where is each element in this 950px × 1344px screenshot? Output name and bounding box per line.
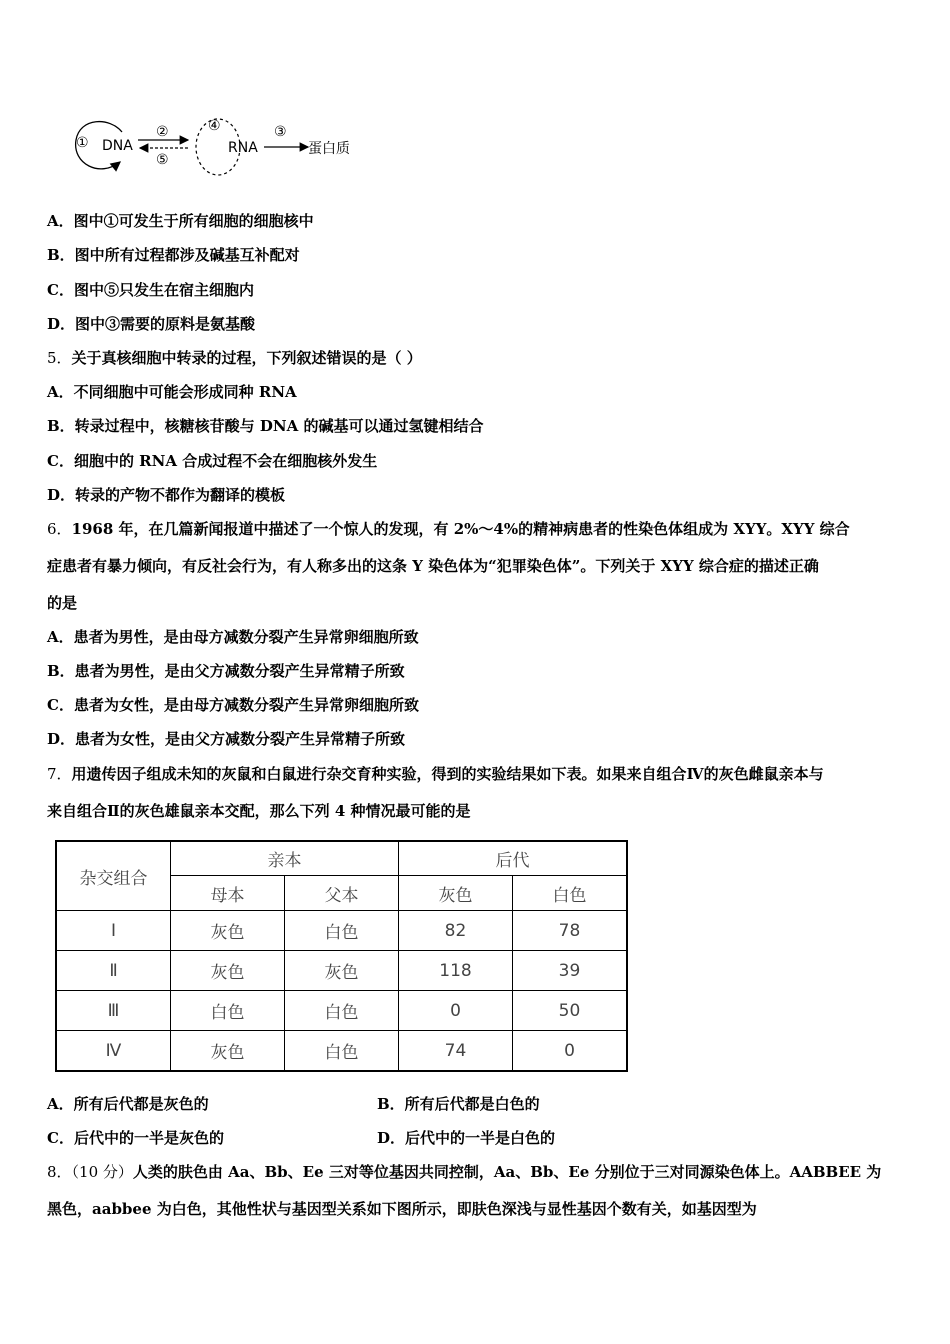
cell-father: 白色	[285, 991, 399, 1031]
cell-group: Ⅱ	[56, 951, 171, 991]
q7-stem-line1	[47, 764, 824, 784]
cell-father: 灰色	[285, 951, 399, 991]
q6-option-a: A．患者为男性，是由母方减数分裂产生异常卵细胞所致	[47, 628, 419, 646]
q4-option-d: D．图中③需要的原料是氨基酸	[47, 315, 256, 333]
cell-group: Ⅲ	[56, 991, 171, 1031]
table-row	[56, 991, 627, 1031]
sub-mother: 母本	[171, 876, 285, 911]
cell-white: 39	[513, 951, 628, 991]
cell-gray: 82	[399, 911, 513, 951]
label-dna: DNA	[102, 138, 133, 154]
cell-white: 78	[513, 911, 628, 951]
q5-stem	[47, 348, 422, 368]
label-rna: RNA	[228, 140, 258, 156]
header-offspring: 后代	[399, 841, 628, 876]
cell-gray: 118	[399, 951, 513, 991]
q7-stem-text1: 用遗传因子组成未知的灰鼠和白鼠进行杂交育种实验，得到的实验结果如下表。如果来自组合Ⅳ的灰色雌鼠亲本与	[71, 765, 824, 783]
q5-option-a: A．不同细胞中可能会形成同种 RNA	[47, 383, 297, 401]
cell-mother: 灰色	[171, 1031, 285, 1072]
q6-option-b: B．患者为男性，是由父方减数分裂产生异常精子所致	[47, 662, 405, 680]
header-parents: 亲本	[171, 841, 399, 876]
table-row	[56, 911, 627, 951]
central-dogma-diagram	[70, 112, 370, 184]
q7-stem-line2: 来自组合Ⅱ的灰色雄鼠亲本交配，那么下列 4 种情况最可能的是	[47, 802, 471, 820]
q7-number: 7．	[47, 765, 72, 783]
q5-stem-text: 关于真核细胞中转录的过程，下列叙述错误的是（ ）	[71, 349, 422, 367]
q8-number: 8．	[47, 1163, 72, 1181]
cell-father: 白色	[285, 911, 399, 951]
table-row	[56, 951, 627, 991]
header-group: 杂交组合	[56, 841, 171, 911]
label-2: ②	[156, 124, 169, 140]
q8-score: （10 分）	[71, 1163, 133, 1181]
cell-group: Ⅰ	[56, 911, 171, 951]
q6-stem-line2: 症患者有暴力倾向，有反社会行为，有人称多出的这条 Y 染色体为“犯罪染色体”。下列关于 XYY 综合症的描述正确	[47, 557, 819, 575]
q6-option-d: D．患者为女性，是由父方减数分裂产生异常精子所致	[47, 730, 406, 748]
q7-option-c: C．后代中的一半是灰色的	[47, 1129, 224, 1147]
cell-mother: 灰色	[171, 951, 285, 991]
cell-mother: 灰色	[171, 911, 285, 951]
q7-option-d: D．后代中的一半是白色的	[377, 1129, 556, 1147]
q8-stem-line2: 黑色，aabbee 为白色，其他性状与基因型关系如下图所示，即肤色深浅与显性基因个数有关，如基因型为	[47, 1200, 757, 1218]
q6-stem-line1	[47, 519, 850, 539]
q6-stem-text1: 1968 年，在几篇新闻报道中描述了一个惊人的发现，有 2%～4%的精神病患者的性染色体组成为 XYY。XYY 综合	[71, 520, 850, 538]
q5-number: 5．	[47, 349, 72, 367]
q5-option-d: D．转录的产物不都作为翻译的模板	[47, 486, 286, 504]
label-1: ①	[76, 135, 89, 151]
cell-white: 50	[513, 991, 628, 1031]
cell-mother: 白色	[171, 991, 285, 1031]
label-protein: 蛋白质	[308, 141, 350, 157]
label-4: ④	[208, 118, 221, 134]
label-3: ③	[274, 124, 287, 140]
q5-option-c: C．细胞中的 RNA 合成过程不会在细胞核外发生	[47, 452, 378, 470]
label-5: ⑤	[156, 152, 169, 168]
q6-number: 6．	[47, 520, 72, 538]
cell-father: 白色	[285, 1031, 399, 1072]
cell-gray: 74	[399, 1031, 513, 1072]
q4-option-b: B．图中所有过程都涉及碱基互补配对	[47, 246, 300, 264]
q8-stem-line1	[47, 1162, 881, 1182]
sub-white: 白色	[513, 876, 628, 911]
q8-stem-text1: 人类的肤色由 Aa、Bb、Ee 三对等位基因共同控制，Aa、Bb、Ee 分别位于三对同源染色体上。AABBEE 为	[132, 1163, 882, 1181]
q7-option-b: B．所有后代都是白色的	[377, 1095, 540, 1113]
q4-option-a: A．图中①可发生于所有细胞的细胞核中	[47, 212, 314, 230]
q7-option-a: A．所有后代都是灰色的	[47, 1095, 209, 1113]
q6-option-c: C．患者为女性，是由母方减数分裂产生异常卵细胞所致	[47, 696, 419, 714]
sub-gray: 灰色	[399, 876, 513, 911]
q4-option-c: C．图中⑤只发生在宿主细胞内	[47, 281, 254, 299]
cross-results-table	[55, 840, 628, 1072]
cell-white: 0	[513, 1031, 628, 1072]
q5-option-b: B．转录过程中，核糖核苷酸与 DNA 的碱基可以通过氢键相结合	[47, 417, 484, 435]
sub-father: 父本	[285, 876, 399, 911]
cell-gray: 0	[399, 991, 513, 1031]
q6-stem-line3: 的是	[47, 594, 78, 612]
table-row	[56, 1031, 627, 1072]
cell-group: Ⅳ	[56, 1031, 171, 1072]
